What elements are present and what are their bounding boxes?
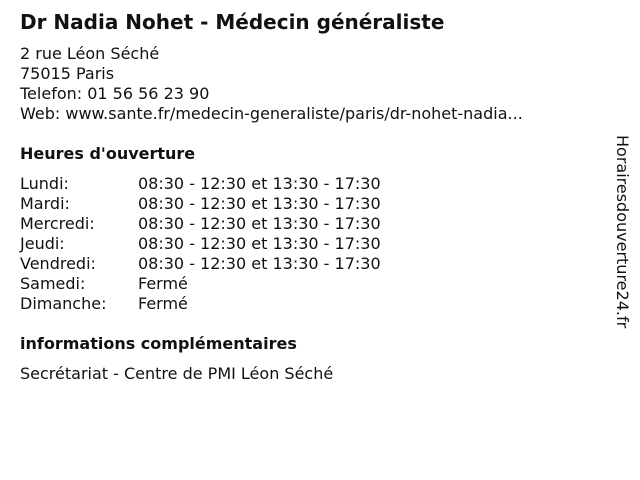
street-address: 2 rue Léon Séché [20,44,160,63]
website-link[interactable]: Web: www.sante.fr/medecin-generaliste/paris/dr-nohet-nadia... [20,104,523,123]
address-block [20,44,600,124]
opening-hours-heading: Heures d'ouverture [20,144,196,163]
time-value: 08:30 - 12:30 et 13:30 - 17:30 [138,174,381,193]
time-value: Fermé [138,294,188,313]
day-label: Vendredi: [20,254,96,273]
day-label: Samedi: [20,274,86,293]
day-label: Lundi: [20,174,69,193]
time-value: 08:30 - 12:30 et 13:30 - 17:30 [138,254,381,273]
additional-info-heading: informations complémentaires [20,334,297,353]
hours-row-tuesday [20,194,600,214]
opening-hours-table [20,174,600,314]
day-label: Mardi: [20,194,70,213]
business-listing [20,10,600,384]
site-watermark: Horairesdouverture24.fr [613,135,632,329]
page-title: Dr Nadia Nohet - Médecin généraliste [20,10,445,34]
day-label: Mercredi: [20,214,95,233]
additional-info-text: Secrétariat - Centre de PMI Léon Séché [20,364,334,383]
hours-row-thursday [20,234,600,254]
hours-row-sunday [20,294,600,314]
hours-row-wednesday [20,214,600,234]
city-postcode: 75015 Paris [20,64,115,83]
time-value: Fermé [138,274,188,293]
time-value: 08:30 - 12:30 et 13:30 - 17:30 [138,194,381,213]
hours-row-friday [20,254,600,274]
phone-number: Telefon: 01 56 56 23 90 [20,84,210,103]
time-value: 08:30 - 12:30 et 13:30 - 17:30 [138,214,381,233]
day-label: Jeudi: [20,234,65,253]
time-value: 08:30 - 12:30 et 13:30 - 17:30 [138,234,381,253]
hours-row-saturday [20,274,600,294]
day-label: Dimanche: [20,294,107,313]
hours-row-monday [20,174,600,194]
